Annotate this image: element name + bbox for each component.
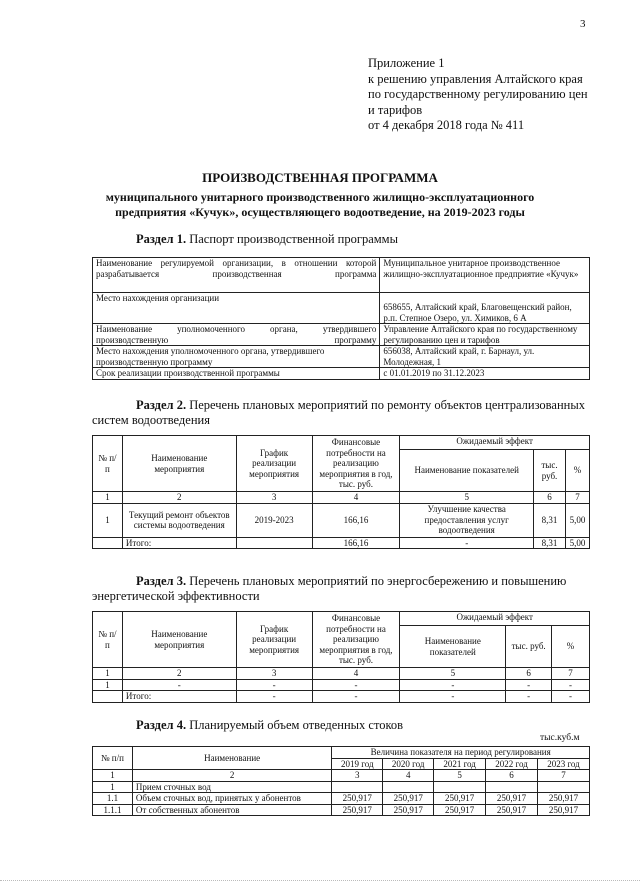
row-schedule: 2019-2023 — [236, 503, 312, 537]
col-header-effect-pct: % — [552, 626, 590, 668]
table-row — [93, 346, 590, 368]
appendix-block — [368, 56, 608, 134]
unit-label: тыс.куб.м — [540, 733, 580, 743]
col-header-year: 2020 год — [383, 758, 434, 770]
appendix-line: Приложение 1 — [368, 56, 445, 70]
col-header-name: Наименование мероприятия — [122, 436, 236, 492]
row-indicator: Улучшение качества предоставления услуг водоотведения — [400, 503, 534, 537]
col-header-finance: Финансовые потребности на реализацию мероприятия в год, тыс. руб. — [312, 436, 400, 492]
col-header-effect-rub: тыс. руб. — [534, 450, 566, 492]
section1-title: Паспорт производственной программы — [186, 232, 398, 246]
row-schedule: - — [236, 679, 312, 691]
row-value: 250,917 — [538, 793, 590, 805]
passport-label: Срок реализации производственной программы — [93, 368, 380, 380]
section4-heading — [136, 718, 403, 733]
col-header-effect-rub: тыс. руб. — [506, 626, 552, 668]
row-pct: - — [552, 679, 590, 691]
col-header-effect-pct: % — [565, 450, 589, 492]
table-header-row — [93, 747, 590, 759]
table-total-row — [93, 537, 590, 549]
col-header-num: № п/п — [93, 747, 133, 770]
section1-number: Раздел 1. — [136, 232, 187, 246]
passport-label: Наименование уполномоченного органа, утвердившего производственную программу — [93, 324, 380, 346]
appendix-line: и тарифов — [368, 102, 423, 117]
index-cell: 1 — [93, 492, 123, 504]
col-header-effect: Ожидаемый эффект — [400, 436, 590, 450]
energy-measures-table — [92, 611, 590, 703]
total-indicator: - — [400, 691, 506, 703]
col-header-year: 2019 год — [332, 758, 383, 770]
index-cell: 7 — [565, 492, 589, 504]
table-row — [93, 793, 590, 805]
index-cell: 3 — [332, 770, 383, 782]
section4-number: Раздел 4. — [136, 718, 187, 732]
appendix-line: по государственному регулированию цен — [368, 87, 588, 101]
index-cell: 4 — [312, 492, 400, 504]
row-rub: - — [506, 679, 552, 691]
passport-label: Наименование регулируемой организации, в отношении которой разрабатывается производственная программа — [93, 258, 380, 293]
col-header-effect: Ожидаемый эффект — [400, 612, 590, 626]
row-value: 250,917 — [383, 804, 434, 816]
col-header-name: Наименование — [132, 747, 331, 770]
row-value: 250,917 — [332, 793, 383, 805]
section2-heading — [136, 398, 585, 413]
passport-label: Место нахождения уполномоченного органа, утвердившего производственную программу — [93, 346, 380, 368]
index-cell: 5 — [400, 492, 534, 504]
total-schedule: - — [236, 691, 312, 703]
col-header-period: Величина показателя на период регулирования — [332, 747, 590, 759]
row-value: 250,917 — [486, 793, 538, 805]
col-header-year: 2022 год — [486, 758, 538, 770]
col-header-num: № п/п — [93, 436, 123, 492]
index-cell: 1 — [93, 668, 123, 680]
repair-measures-table — [92, 435, 590, 549]
index-cell: 3 — [236, 668, 312, 680]
wastewater-volume-table — [92, 746, 590, 816]
index-cell: 7 — [538, 770, 590, 782]
total-indicator: - — [400, 537, 534, 549]
passport-value: 656038, Алтайский край, г. Барнаул, ул. Молодежная, 1 — [380, 346, 590, 368]
table-index-row — [93, 770, 590, 782]
total-label: Итого: — [122, 691, 236, 703]
index-cell: 2 — [122, 668, 236, 680]
index-cell: 4 — [312, 668, 400, 680]
row-value — [538, 781, 590, 793]
table-index-row — [93, 668, 590, 680]
row-num: 1 — [93, 503, 123, 537]
index-cell: 7 — [552, 668, 590, 680]
table-row — [93, 679, 590, 691]
col-header-effect-name: Наименование показателей — [400, 626, 506, 668]
col-header-schedule: График реализации мероприятия — [236, 612, 312, 668]
table-index-row — [93, 492, 590, 504]
index-cell: 6 — [486, 770, 538, 782]
row-value: 250,917 — [383, 793, 434, 805]
section3-number: Раздел 3. — [136, 574, 187, 588]
row-num: 1.1 — [93, 793, 133, 805]
row-name: Прием сточных вод — [132, 781, 331, 793]
passport-value: 658655, Алтайский край, Благовещенский район, р.п. Степное Озеро, ул. Химиков, 6 А — [380, 293, 590, 324]
index-cell: 4 — [383, 770, 434, 782]
row-value — [383, 781, 434, 793]
total-finance: - — [312, 691, 400, 703]
row-value: 250,917 — [332, 804, 383, 816]
col-header-effect-name: Наименование показателей — [400, 450, 534, 492]
section2-heading-cont: систем водоотведения — [92, 413, 210, 427]
col-header-year: 2023 год — [538, 758, 590, 770]
row-name: От собственных абонентов — [132, 804, 331, 816]
passport-value: Муниципальное унитарное производственное жилищно-эксплуатационное предприятие «Кучук» — [380, 258, 590, 293]
col-header-num: № п/п — [93, 612, 123, 668]
document-title — [0, 170, 640, 220]
table-total-row — [93, 691, 590, 703]
section3-heading — [136, 574, 566, 589]
total-pct: - — [552, 691, 590, 703]
index-cell: 5 — [434, 770, 486, 782]
row-name: Текущий ремонт объектов системы водоотведения — [122, 503, 236, 537]
appendix-line: к решению управления Алтайского края — [368, 71, 583, 86]
section4-title: Планируемый объем отведенных стоков — [186, 718, 404, 732]
index-cell: 6 — [534, 492, 566, 504]
index-cell: 2 — [132, 770, 331, 782]
table-row — [93, 293, 590, 324]
row-name: Объем сточных вод, принятых у абонентов — [132, 793, 331, 805]
table-header-row — [93, 612, 590, 626]
total-label: Итого: — [122, 537, 236, 549]
page-bottom-divider — [0, 880, 640, 881]
col-header-schedule: График реализации мероприятия — [236, 436, 312, 492]
title-line-3: предприятия «Кучук», осуществляющего водоотведение, на 2019-2023 годы — [115, 205, 525, 219]
row-rub: 8,31 — [534, 503, 566, 537]
index-cell: 2 — [122, 492, 236, 504]
row-name: - — [122, 679, 236, 691]
row-value: 250,917 — [434, 793, 486, 805]
passport-table — [92, 257, 590, 380]
row-num: 1 — [93, 781, 133, 793]
section2-number: Раздел 2. — [136, 398, 187, 412]
total-rub: 8,31 — [534, 537, 566, 549]
index-cell: 3 — [236, 492, 312, 504]
passport-label: Место нахождения организации — [93, 293, 380, 324]
passport-value: Управление Алтайского края по государственному регулированию цен и тарифов — [380, 324, 590, 346]
col-header-name: Наименование мероприятия — [122, 612, 236, 668]
row-finance: - — [312, 679, 400, 691]
page-number: 3 — [580, 18, 586, 30]
row-pct: 5,00 — [565, 503, 589, 537]
row-value: 250,917 — [434, 804, 486, 816]
total-pct: 5,00 — [565, 537, 589, 549]
table-row — [93, 258, 590, 293]
title-line-1: ПРОИЗВОДСТВЕННАЯ ПРОГРАММА — [202, 170, 438, 185]
index-cell: 1 — [93, 770, 133, 782]
table-row — [93, 324, 590, 346]
index-cell: 5 — [400, 668, 506, 680]
row-value — [332, 781, 383, 793]
row-value: 250,917 — [538, 804, 590, 816]
row-indicator: - — [400, 679, 506, 691]
table-header-row — [93, 436, 590, 450]
total-finance: 166,16 — [312, 537, 400, 549]
table-row — [93, 804, 590, 816]
section2-title: Перечень плановых мероприятий по ремонту объектов централизованных — [186, 398, 585, 412]
total-rub: - — [506, 691, 552, 703]
section3-title: Перечень плановых мероприятий по энергосбережению и повышению — [186, 574, 567, 588]
section1-heading — [136, 232, 398, 247]
section3-heading-cont: энергетической эффективности — [92, 589, 260, 603]
col-header-finance: Финансовые потребности на реализацию мероприятия в год, тыс. руб. — [312, 612, 400, 668]
col-header-year: 2021 год — [434, 758, 486, 770]
passport-value: с 01.01.2019 по 31.12.2023 — [380, 368, 590, 380]
title-line-2: муниципального унитарного производственного жилищно-эксплуатационного — [105, 190, 535, 204]
table-row — [93, 503, 590, 537]
row-num: 1.1.1 — [93, 804, 133, 816]
index-cell: 6 — [506, 668, 552, 680]
table-row — [93, 368, 590, 380]
row-num: 1 — [93, 679, 123, 691]
row-value: 250,917 — [486, 804, 538, 816]
row-finance: 166,16 — [312, 503, 400, 537]
table-row — [93, 781, 590, 793]
appendix-line: от 4 декабря 2018 года № 411 — [368, 118, 525, 132]
row-value — [486, 781, 538, 793]
row-value — [434, 781, 486, 793]
